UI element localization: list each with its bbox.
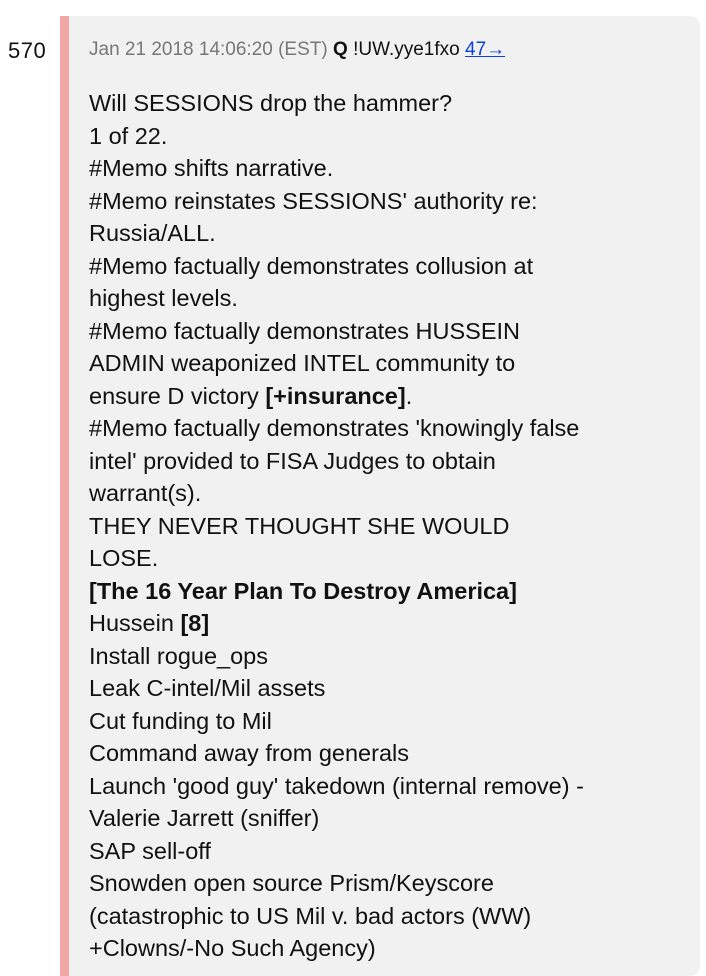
post-line: highest levels. xyxy=(89,285,238,311)
post-line xyxy=(89,380,689,413)
reply-link[interactable]: 47→ xyxy=(465,39,506,60)
post-line: intel' provided to FISA Judges to obtain xyxy=(89,447,496,474)
post-line-bold: [The 16 Year Plan To Destroy America] xyxy=(89,577,517,604)
post-line: Leak C-intel/Mil assets xyxy=(89,675,326,701)
post-line: Command away from generals xyxy=(89,740,409,766)
post-body xyxy=(89,87,689,965)
post-card xyxy=(60,16,700,976)
post-line: Snowden open source Prism/Keyscore xyxy=(89,870,494,896)
post-line: #Memo shifts narrative. xyxy=(89,155,334,181)
post-line: Install rogue_ops xyxy=(89,642,268,669)
post-line: (catastrophic to US Mil v. bad actors (WW) xyxy=(89,902,532,929)
post-line: +Clowns/-No Such Agency) xyxy=(89,935,376,961)
post-line: Will SESSIONS drop the hammer? xyxy=(89,90,453,116)
post-line-bold: [8] xyxy=(180,610,210,636)
post-line: Cut funding to Mil xyxy=(89,707,272,734)
post-line-text: Hussein xyxy=(89,610,181,636)
post-line xyxy=(89,575,689,608)
post-date: Jan 21 2018 14:06:20 (EST) xyxy=(89,39,328,60)
post-line: THEY NEVER THOUGHT SHE WOULD xyxy=(89,512,510,539)
post-line-bold: [+insurance] xyxy=(265,382,406,409)
post-line: #Memo reinstates SESSIONS' authority re: xyxy=(89,187,538,214)
post-author: Q xyxy=(333,39,348,60)
post-line: LOSE. xyxy=(89,545,159,571)
post-line: #Memo factually demonstrates HUSSEIN xyxy=(89,317,520,344)
post-accent-bar xyxy=(60,16,69,976)
post-line-after: . xyxy=(405,382,413,409)
post-line: SAP sell-off xyxy=(89,837,211,864)
post-line: Russia/ALL. xyxy=(89,220,216,246)
post-header xyxy=(89,39,505,61)
post-line: ADMIN weaponized INTEL community to xyxy=(89,350,516,376)
post-tripcode: !UW.yye1fxo xyxy=(353,39,460,60)
post-line: Valerie Jarrett (sniffer) xyxy=(89,805,320,831)
post-line: Launch 'good guy' takedown (internal remove) - xyxy=(89,772,584,799)
post-number: 570 xyxy=(8,38,47,63)
post-line: warrant(s). xyxy=(89,480,202,506)
post-line: 1 of 22. xyxy=(89,122,168,149)
post-line: #Memo factually demonstrates 'knowingly false xyxy=(89,415,580,441)
post-line: #Memo factually demonstrates collusion at xyxy=(89,252,534,279)
post-line-text: ensure D victory xyxy=(89,382,266,409)
post-line xyxy=(89,607,689,640)
